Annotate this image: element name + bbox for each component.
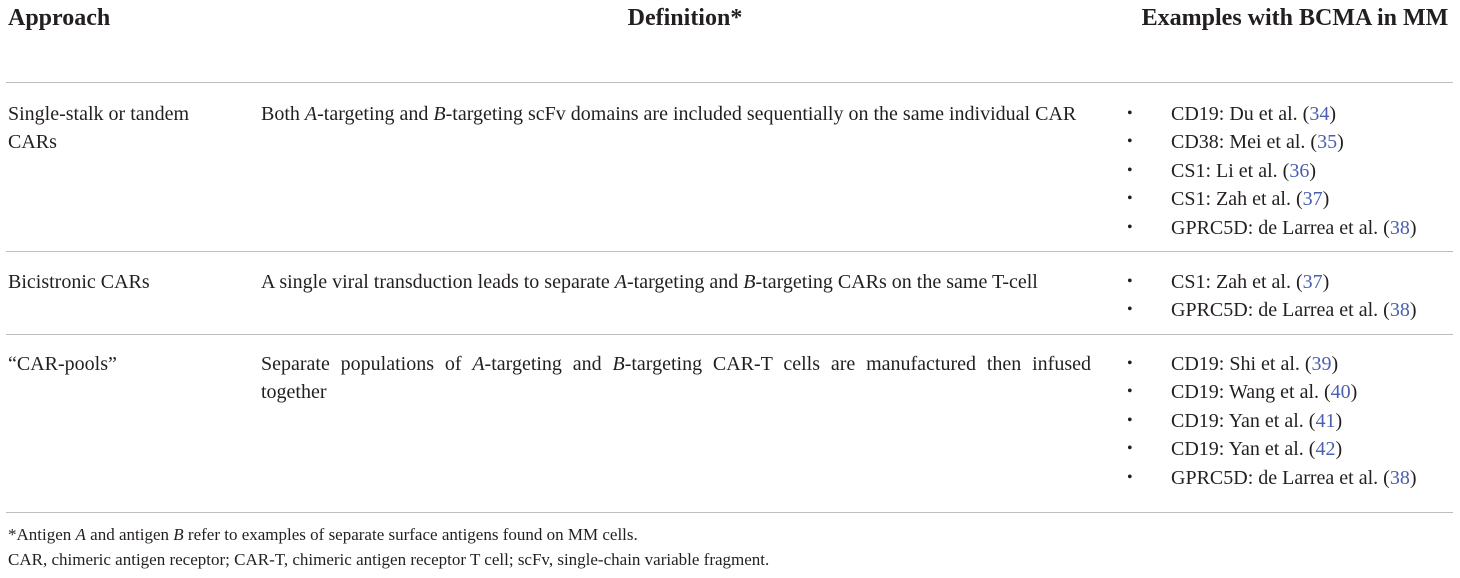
reference-link[interactable]: 39	[1311, 353, 1332, 375]
row-divider	[6, 251, 1453, 252]
bullet-icon: •	[1127, 411, 1133, 429]
header-approach: Approach	[8, 5, 111, 31]
row-1-definition: Both A-targeting and B-targeting scFv domains are included sequentially on the same individual CAR	[261, 103, 1077, 125]
reference-link[interactable]: 42	[1315, 438, 1336, 461]
row-1-approach: Single-stalk or tandem CARs	[8, 103, 190, 154]
list-item: • CD19: Yan et al. (42)	[1123, 435, 1453, 463]
row-3-examples	[1123, 350, 1453, 492]
bullet-icon: •	[1127, 105, 1133, 122]
header-definition: Definition*	[627, 5, 743, 31]
list-item: • CD19: Yan et al. (41)	[1123, 407, 1453, 435]
reference-link[interactable]: 40	[1330, 381, 1351, 404]
reference-link[interactable]: 37	[1302, 271, 1323, 293]
bullet-icon: •	[1127, 440, 1133, 458]
bullet-icon: •	[1127, 190, 1133, 208]
row-3-approach: “CAR-pools”	[8, 353, 117, 375]
reference-link[interactable]: 41	[1315, 409, 1336, 432]
list-item: • CS1: Li et al. (36)	[1123, 157, 1453, 185]
header-divider	[6, 82, 1453, 83]
list-item: • CD38: Mei et al. (35)	[1123, 128, 1453, 156]
reference-link[interactable]: 38	[1389, 216, 1410, 239]
list-item: • CS1: Zah et al. (37)	[1123, 268, 1453, 296]
bullet-icon: •	[1127, 218, 1133, 236]
reference-link[interactable]: 38	[1389, 466, 1410, 489]
list-item: • CD19: Shi et al. (39)	[1123, 350, 1453, 378]
footnote-abbreviations: CAR, chimeric antigen receptor; CAR-T, chimeric antigen receptor T cell; scFv, single-chain variable fragment.	[8, 550, 770, 569]
reference-link[interactable]: 37	[1302, 188, 1323, 211]
reference-link[interactable]: 36	[1289, 159, 1310, 182]
bullet-icon: •	[1127, 133, 1133, 151]
table-bottom-rule	[6, 512, 1453, 513]
reference-link[interactable]: 38	[1389, 299, 1410, 322]
list-item: • CS1: Zah et al. (37)	[1123, 185, 1453, 213]
reference-link[interactable]: 35	[1317, 131, 1338, 154]
bullet-icon: •	[1127, 383, 1133, 401]
list-item: • CD19: Wang et al. (40)	[1123, 378, 1453, 406]
row-1-examples	[1123, 100, 1453, 242]
bullet-icon: •	[1127, 468, 1133, 486]
list-item: • CD19: Du et al. (34)	[1123, 100, 1453, 128]
footnote-antigens: *Antigen A and antigen B refer to examples of separate surface antigens found on MM cells.	[8, 525, 638, 544]
reference-link[interactable]: 34	[1309, 103, 1330, 125]
bullet-icon: •	[1127, 355, 1133, 372]
list-item: • GPRC5D: de Larrea et al. (38)	[1123, 464, 1453, 492]
row-2-definition: A single viral transduction leads to separate A-targeting and B-targeting CARs on the same T-cell	[261, 271, 1038, 293]
bullet-icon: •	[1127, 161, 1133, 179]
row-2-examples	[1123, 268, 1453, 325]
row-divider	[6, 334, 1453, 335]
row-2-approach: Bicistronic CARs	[8, 271, 150, 293]
list-item: • GPRC5D: de Larrea et al. (38)	[1123, 296, 1453, 324]
bullet-icon: •	[1127, 301, 1133, 319]
header-examples: Examples with BCMA in MM	[1141, 5, 1449, 31]
list-item: • GPRC5D: de Larrea et al. (38)	[1123, 214, 1453, 242]
bullet-icon: •	[1127, 273, 1133, 290]
row-3-definition: Separate populations of A-targeting and B-targeting CAR-T cells are manufactured then infused together	[261, 353, 1091, 404]
